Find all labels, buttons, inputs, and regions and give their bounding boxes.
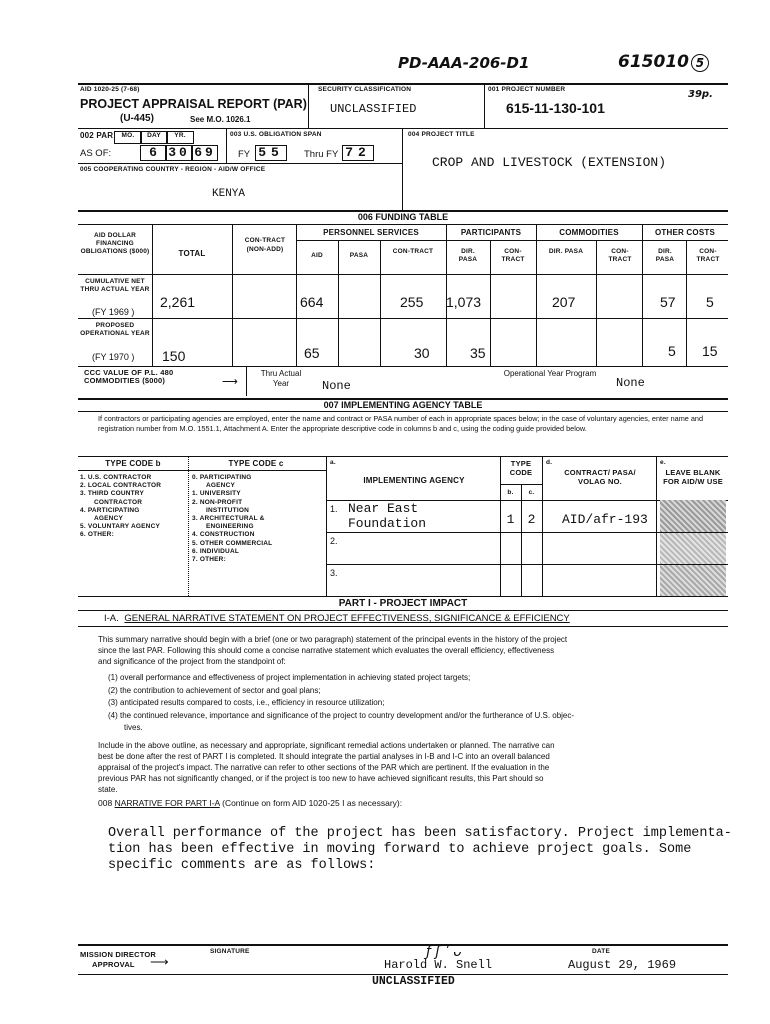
row1-other-contract: 5 <box>706 294 714 310</box>
par-divider-2 <box>402 128 403 210</box>
type-code-c-header: TYPE CODE c <box>228 459 284 468</box>
funding-title: 006 FUNDING TABLE <box>357 212 449 222</box>
part1-item-2: (2) the contribution to achievement of sector and goal plans; <box>108 685 321 695</box>
code-c-0b: AGENCY <box>206 482 236 490</box>
agency-type-rule <box>500 484 542 485</box>
obligation-span-label: 003 U.S. OBLIGATION SPAN <box>230 131 322 138</box>
sub-pasa: PASA <box>349 252 369 259</box>
code-c-1: 1. UNIVERSITY <box>192 490 241 498</box>
handwritten-number <box>618 52 709 72</box>
agency-row1-name-1: Near East <box>348 501 419 516</box>
par-month-value: 6 <box>140 145 166 161</box>
part1-include-2: best be done after the rest of PART I is completed. It should integrate the partial analyses in I-B and I-C into an overall balanced <box>98 752 550 761</box>
narrative-label-suffix: (Continue on form AID 1020-25 I as necessary): <box>222 798 403 808</box>
aid-w-use-shaded-cell-2 <box>660 533 726 564</box>
funding-title-rule <box>78 224 728 225</box>
sub-aid: AID <box>311 252 323 259</box>
agency-header-top-rule <box>78 456 728 457</box>
aid-w-use-shaded-cell-1 <box>660 500 726 532</box>
group-personnel: PERSONNEL SERVICES <box>323 228 419 237</box>
code-b-3: 3. THIRD COUNTRY <box>80 490 144 498</box>
form-subtitle: (U-445) <box>120 113 154 124</box>
code-c-4: 4. CONSTRUCTION <box>192 531 255 539</box>
code-c-2b: INSTITUTION <box>206 506 250 514</box>
agency-row1-code-b: 1 <box>506 512 515 527</box>
fund-v8 <box>536 224 537 366</box>
col-implementing-agency: IMPLEMENTING AGENCY <box>363 476 465 485</box>
part1-ia-title: GENERAL NARRATIVE STATEMENT ON PROJECT EFFECTIVENESS, SIGNIFICANCE & EFFICIENCY <box>124 613 570 624</box>
signature-scrawl: ƒ ʃ ʹ ᴗ <box>426 944 462 960</box>
agency-title-rule <box>78 411 728 412</box>
part1-include-1: Include in the above outline, as necessary and appropriate, significant remedial actions undertaken or planned. The narrative can <box>98 741 555 750</box>
part1-include-3: appraisal of the project's impact. The narrative can refer to other sections of the PAR which are pertinent. If the evaluation in the <box>98 763 550 772</box>
operational-year-value: None <box>616 376 645 390</box>
country-value: KENYA <box>212 188 246 200</box>
operational-year-label: Operational Year Program <box>503 369 597 378</box>
fy-label: FY <box>238 149 251 160</box>
part1-include <box>98 740 718 795</box>
code-b-4b: AGENCY <box>94 515 124 523</box>
par-label: 002 PAR <box>80 131 114 140</box>
thru-fy-value: 72 <box>342 145 374 161</box>
code-c-3: 3. ARCHITECTURAL & <box>192 515 265 523</box>
aid-w-use-shaded-cell-3 <box>660 565 726 596</box>
part1-intro-2: since the last PAR. Following this should come a concise narrative statement which evaluates the overall efficiency, effectiveness <box>98 646 555 655</box>
par-as-of: AS OF: <box>80 148 112 159</box>
type-code-b-header: TYPE CODE b <box>105 459 161 468</box>
agency-row1-contract: AID/afr-193 <box>562 512 648 527</box>
col-contract-pasa: CONTRACT/ PASA/ VOLAG NO. <box>564 468 636 486</box>
circled-number: 5 <box>691 54 709 72</box>
sub-commodities-dir: DIR. PASA <box>548 248 584 255</box>
narrative-label-prefix: 008 <box>98 798 113 808</box>
par-yr-header: YR. <box>166 131 194 144</box>
agency-title: 007 IMPLEMENTING AGENCY TABLE <box>323 400 483 410</box>
par-day-value: 30 <box>166 145 192 161</box>
row2-personnel-contract: 30 <box>414 345 430 361</box>
mission-director-line-2: APPROVAL <box>92 960 135 969</box>
project-title: CROP AND LIVESTOCK (EXTENSION) <box>432 155 667 170</box>
row1-total: 2,261 <box>160 294 196 310</box>
code-c-2: 2. NON-PROFIT <box>192 498 243 506</box>
ccc-label: CCC VALUE OF P.L. 480 COMMODITIES ($000) <box>84 368 174 385</box>
part1-include-5: state. <box>98 785 118 794</box>
row2-participants-dir: 35 <box>470 345 486 361</box>
row1-label: CUMULATIVE NET THRU ACTUAL YEAR <box>80 278 150 293</box>
form-id: AID 1020-25 (7-68) <box>80 86 140 93</box>
ccc-arrow: ⟶ <box>222 376 238 388</box>
narrative-line-2: tion has been effective in moving forward to achieve project goals. Some <box>108 842 692 857</box>
thru-fy-label: Thru FY <box>304 149 339 160</box>
header-top-rule <box>78 83 728 85</box>
footer-classification: UNCLASSIFIED <box>372 975 455 988</box>
code-b-2: 2. LOCAL CONTRACTOR <box>80 482 162 490</box>
mission-director-line-1: MISSION DIRECTOR <box>80 950 156 959</box>
agency-row1-name-2: Foundation <box>348 516 427 531</box>
fund-row1-rule <box>78 318 728 319</box>
col-d-label: d. <box>546 459 553 466</box>
part1-items <box>108 672 718 735</box>
par-day-header: DAY <box>140 131 168 144</box>
agency-row3-num: 3. <box>330 568 338 578</box>
thru-actual-label: Thru Actual Year <box>260 369 302 388</box>
codes-c-list <box>192 474 272 564</box>
sub-other-dir: DIR. PASA <box>655 248 675 263</box>
row2-personnel-aid: 65 <box>304 345 320 361</box>
part1-title: PART I - PROJECT IMPACT <box>338 598 468 609</box>
signature-label: SIGNATURE <box>210 948 250 955</box>
header-divider-1 <box>308 83 309 128</box>
group-participants: PARTICIPANTS <box>460 228 522 237</box>
row2-total: 150 <box>162 348 186 364</box>
narrative-line-3: specific comments are as follows: <box>108 858 376 873</box>
part1-title-rule <box>78 610 728 611</box>
group-other-costs: OTHER COSTS <box>655 228 715 237</box>
sub-other-contract: CON-TRACT <box>696 248 720 263</box>
fy-start-value: 55 <box>255 145 287 161</box>
page-note: 39p. <box>688 89 713 100</box>
col-aid-financing: AID DOLLAR FINANCING OBLIGATIONS ($000) <box>80 232 150 255</box>
codes-b-list <box>80 474 161 540</box>
fund-v5 <box>380 240 381 366</box>
thru-actual-value: None <box>322 379 351 393</box>
date-label: DATE <box>592 948 611 955</box>
fund-v3 <box>296 224 297 366</box>
row2-other-dir: 5 <box>668 343 676 359</box>
agency-v4 <box>542 456 543 596</box>
agency-bottom-rule <box>78 596 728 597</box>
col-b-label: b. <box>507 489 514 496</box>
row2-other-contract: 15 <box>702 343 718 359</box>
header-divider-2 <box>484 83 485 128</box>
agency-v1 <box>326 456 327 596</box>
security-value: UNCLASSIFIED <box>330 102 417 116</box>
fund-v11 <box>686 240 687 366</box>
row1-commodities-dir: 207 <box>552 294 576 310</box>
header-bottom-rule <box>78 128 728 129</box>
security-label: SECURITY CLASSIFICATION <box>318 86 412 93</box>
par-bottom-rule <box>78 163 402 164</box>
code-b-3b: CONTRACTOR <box>94 498 143 506</box>
handwritten-reference: PD-AAA-206-D1 <box>398 54 530 72</box>
type-code-divider <box>188 456 189 596</box>
par-year-value: 69 <box>192 145 218 161</box>
code-b-6: 6. OTHER: <box>80 531 114 539</box>
narrative-line-1: Overall performance of the project has been satisfactory. Project implementa- <box>108 826 732 841</box>
signature-name: Harold W. Snell <box>384 958 493 972</box>
part1-item-1: (1) overall performance and effectiveness of project implementation in achieving stated project targets; <box>108 673 471 682</box>
code-b-5: 5. VOLUNTARY AGENCY <box>80 523 161 531</box>
narrative-label-text: NARRATIVE FOR PART I-A <box>114 798 220 808</box>
row1-personnel-contract: 255 <box>400 294 424 310</box>
row1-other-dir: 57 <box>660 294 676 310</box>
col-e-label: e. <box>660 459 666 466</box>
agency-row1-code-c: 2 <box>527 512 536 527</box>
form-title: PROJECT APPRAISAL REPORT (PAR) <box>80 97 307 111</box>
part1-item-3: (3) anticipated results compared to costs, i.e., efficiency in resource utilization; <box>108 698 385 707</box>
code-c-0: 0. PARTICIPATING <box>192 474 252 481</box>
narrative-label <box>98 798 402 809</box>
handwritten-number-text: 615010 <box>618 52 689 72</box>
part1-ia-rule <box>78 626 728 627</box>
code-c-5: 5. OTHER COMMERCIAL <box>192 539 273 547</box>
footer-top-rule <box>78 944 728 946</box>
row1-participants-dir: 1,073 <box>446 294 482 310</box>
sub-participants-contract: CON-TRACT <box>501 248 525 263</box>
part1-intro-3: and significance of the project from the standpoint of: <box>98 657 286 666</box>
fund-v1 <box>152 224 153 366</box>
row2-fy: (FY 1970 ) <box>92 352 135 362</box>
fund-v7 <box>490 240 491 366</box>
agency-row1-num: 1. <box>330 504 338 514</box>
part1-item-4b: tives. <box>124 723 143 732</box>
mission-director-label <box>80 950 156 970</box>
fund-row2-rule <box>78 366 728 367</box>
part1-ia-heading <box>104 613 570 624</box>
project-title-label: 004 PROJECT TITLE <box>408 131 475 138</box>
country-label: 005 COOPERATING COUNTRY - REGION - AID/W OFFICE <box>80 166 266 173</box>
project-number-label: 001 PROJECT NUMBER <box>488 86 566 93</box>
part1-intro <box>98 634 718 667</box>
part1-item-4a: (4) the continued relevance, importance and significance of the project to country development and/or the furtherance of U.S. objec- <box>108 710 575 720</box>
project-number: 615-11-130-101 <box>506 100 605 116</box>
col-leave-blank: LEAVE BLANK FOR AID/W USE <box>663 468 723 486</box>
col-c-label: c. <box>528 489 535 496</box>
col-total: TOTAL <box>178 249 206 258</box>
code-b-4: 4. PARTICIPATING <box>80 506 140 514</box>
row1-personnel-aid: 664 <box>300 294 324 310</box>
col-type-code: TYPE CODE <box>509 459 533 477</box>
see-reference: See M.O. 1026.1 <box>190 115 251 124</box>
sub-participants-dir: DIR. PASA <box>458 248 478 263</box>
code-c-3b: ENGINEERING <box>206 523 254 531</box>
fund-group-rule <box>296 240 728 241</box>
fund-v10 <box>642 224 643 366</box>
agency-row2-num: 2. <box>330 536 338 546</box>
sub-commodities-contract: CON-TRACT <box>608 248 632 263</box>
code-c-7: 7. OTHER: <box>192 556 226 564</box>
fund-header-rule <box>78 274 728 275</box>
col-contract-nonadd: CON-TRACT (NON-ADD) <box>244 237 286 253</box>
narrative-text <box>108 826 732 874</box>
code-c-6: 6. INDIVIDUAL <box>192 547 240 555</box>
approval-arrow: ⟶ <box>150 954 169 969</box>
ccc-divider <box>246 366 247 396</box>
fund-v2 <box>232 224 233 366</box>
part1-include-4: previous PAR has not significantly changed, or if the project is too new to have achieved significant results, this Part should so <box>98 774 544 783</box>
part1-intro-1: This summary narrative should begin with a brief (one or two paragraph) statement of the principal events in the history of the project <box>98 635 568 644</box>
part1-ia-prefix: I-A. <box>104 613 119 624</box>
par-mo-header: MO. <box>114 131 142 144</box>
par-divider-1 <box>226 128 227 163</box>
date-value: August 29, 1969 <box>568 958 677 972</box>
row2-label: PROPOSED OPERATIONAL YEAR <box>80 322 150 337</box>
fund-v9 <box>596 240 597 366</box>
agency-instructions: If contractors or participating agencies are employed, enter the name and contract or PASA number of each in appropriate spaces below; in the case of voluntary agencies, enter name and registration number from M.O. 1551.1, Attachment A. Enter the appropriate descriptive code in columns b and c, using the coding guide provided below. <box>98 414 704 433</box>
sub-personnel-contract: CON-TRACT <box>392 248 434 255</box>
row1-fy: (FY 1969 ) <box>92 307 135 317</box>
col-a-label: a. <box>330 459 336 466</box>
type-code-rule <box>78 470 326 471</box>
group-commodities: COMMODITIES <box>559 228 619 237</box>
code-b-1: 1. U.S. CONTRACTOR <box>80 474 152 481</box>
agency-v5 <box>656 456 657 596</box>
